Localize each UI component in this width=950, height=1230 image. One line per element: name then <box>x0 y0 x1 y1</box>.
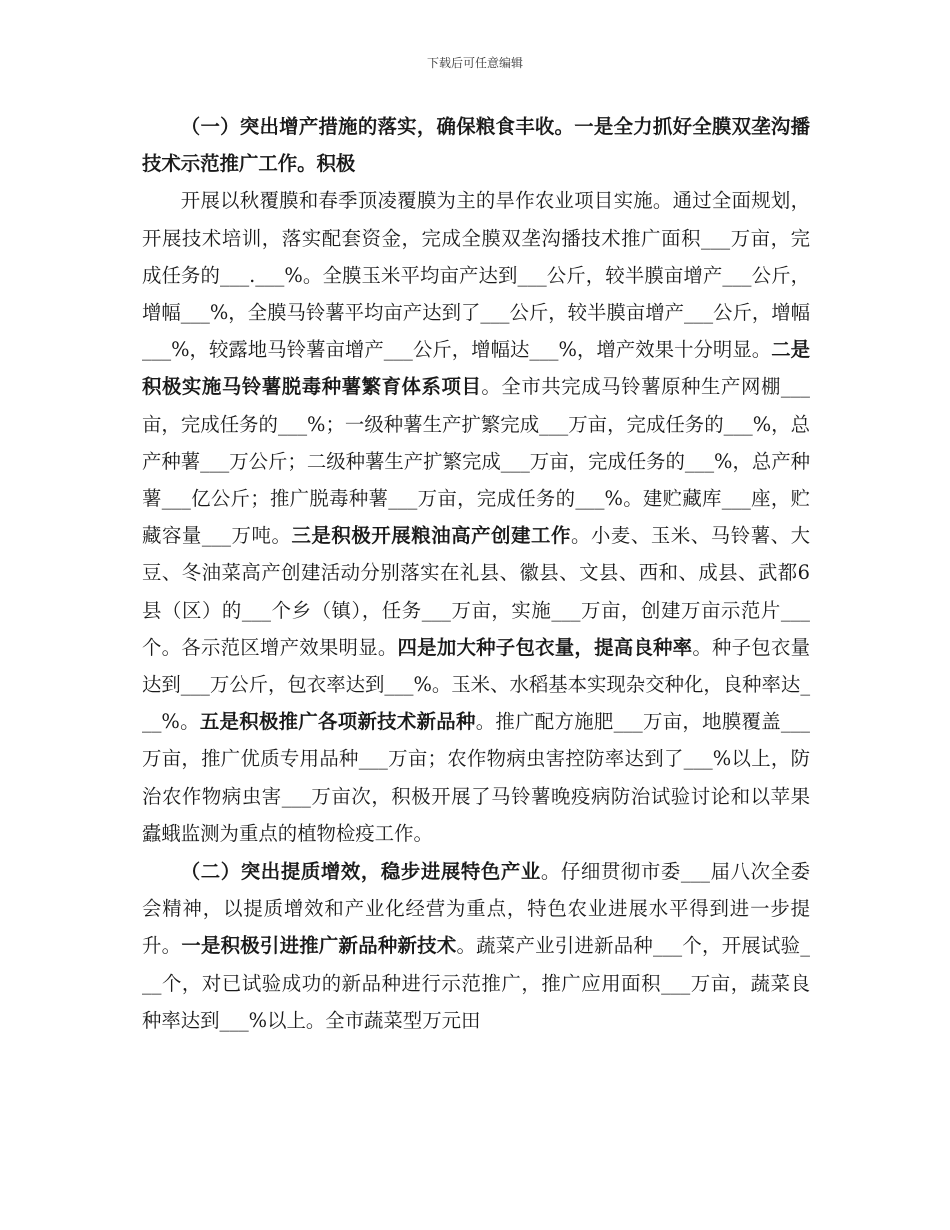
paragraph-2 <box>142 182 810 852</box>
bold-run: 二是积极实施马铃薯脱毒种薯繁育体系项目 <box>142 338 811 399</box>
bold-run: 五是积极推广各项新技术新品种 <box>199 710 476 734</box>
paragraph-1 <box>142 108 810 182</box>
text-run: 。种子包衣量达到___万公斤，包衣率达到___%。玉米、水稻基本实现杂交种化，良种率达___%。 <box>142 635 811 734</box>
text-run: 。全市共完成马铃薯原种生产网棚___亩，完成任务的___%；一级种薯生产扩繁完成___万亩，完成任务的___%，总产种薯___万公斤；二级种薯生产扩繁完成___万亩，完成任务的___%，总产种薯___亿公斤；推广脱毒种薯___万亩，完成任务的___%。建贮藏库___座，贮藏容量___万吨。 <box>142 375 811 548</box>
text-run: 。小麦、玉米、马铃薯、大豆、冬油菜高产创建活动分别落实在礼县、徽县、文县、西和、成县、武都6县（区）的___个乡（镇），任务___万亩，实施___万亩，创建万亩示范片___个。各示范区增产效果明显。 <box>142 524 811 659</box>
bold-run: 三是积极开展粮油高产创建工作 <box>291 524 571 548</box>
page-header: 下载后可任意编辑 <box>426 56 523 70</box>
text-run: 。蔬菜产业引进新品种___个，开展试验___个，对已试验成功的新品种进行示范推广，推广应用面积___万亩，蔬菜良种率达到___%以上。全市蔬菜型万元田 <box>142 934 811 1032</box>
document-body <box>142 108 810 1039</box>
bold-run: （二）突出提质增效，稳步进展特色产业 <box>180 860 541 884</box>
paragraph-3 <box>142 853 810 1039</box>
heading-run: （一）突出增产措施的落实，确保粮食丰收。一是全力抓好全膜双垄沟播技术示范推广工作。积极 <box>142 115 810 176</box>
text-run: 。推广配方施肥___万亩，地膜覆盖___万亩，推广优质专用品种___万亩；农作物病虫害控防率达到了___%以上，防治农作物病虫害___万亩次，积极开展了马铃薯晚疫病防治试验讨论和以苹果蠹蛾监测为重点的植物检疫工作。 <box>142 710 811 845</box>
bold-run: 一是积极引进推广新品种新技术 <box>181 934 457 958</box>
text-run: 。仔细贯彻市委___届八次全委会精神，以提质增效和产业化经营为重点，特色农业进展水平得到进一步提升。 <box>142 860 811 958</box>
bold-run: 四是加大种子包衣量，提高良种率 <box>397 635 693 659</box>
text-run: 开展以秋覆膜和春季顶凌覆膜为主的旱作农业项目实施。通过全面规划，开展技术培训，落实配套资金，完成全膜双垄沟播技术推广面积___万亩，完成任务的___.___%。全膜玉米平均亩产达到___公斤，较半膜亩增产___公斤，增幅___%，全膜马铃薯平均亩产达到了___公斤，较半膜亩增产___公斤，增幅___%，较露地马铃薯亩增产___公斤，增幅达___%，增产效果十分明显。 <box>142 189 811 362</box>
